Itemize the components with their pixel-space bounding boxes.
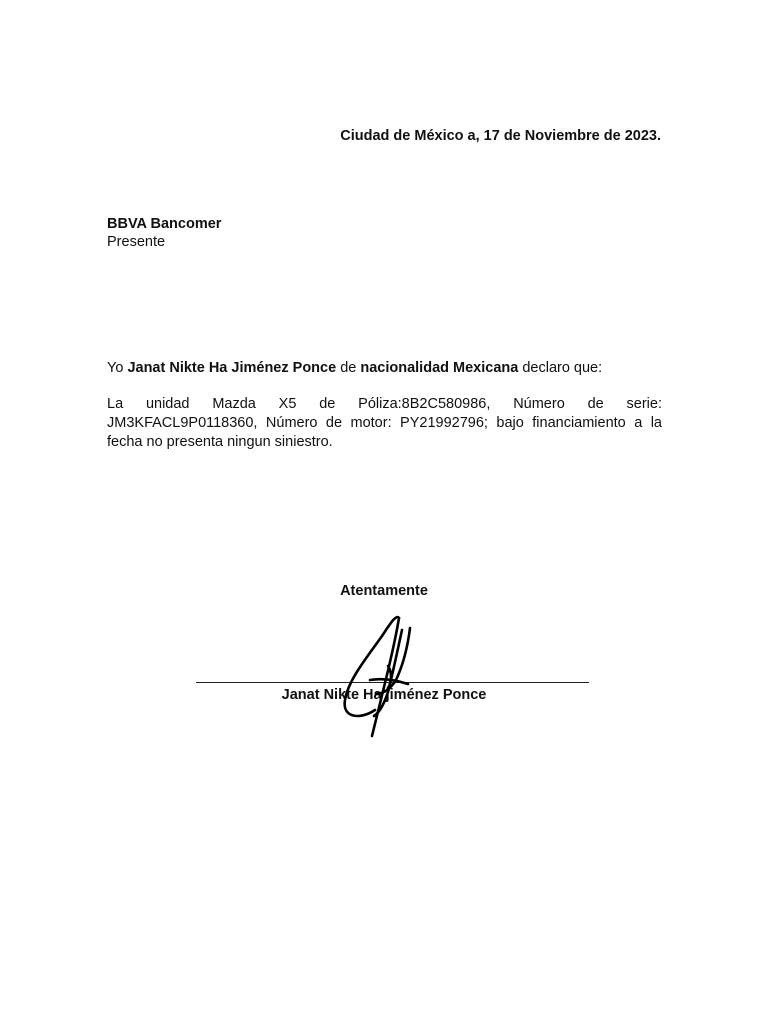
intro-prefix: Yo [107,360,128,376]
declarant-name: Janat Nikte Ha Jiménez Ponce [127,360,337,376]
signer-name: Janat Nikte Ha jiménez Ponce [281,687,487,703]
handwritten-signature [330,608,430,743]
intro-mid: de [336,360,361,376]
declaration-body: La unidad Mazda X5 de Póliza:8B2C580986, Número de serie: JM3KFACL9P0118360, Número de motor: PY21992796; bajo financiamiento a la fecha no presenta ningun siniestro. [107,396,662,450]
recipient-salutation: Presente [107,234,166,250]
recipient-block [107,215,221,251]
recipient-name: BBVA Bancomer [107,216,222,232]
intro-suffix: declaro que: [518,360,603,376]
declaration-intro [107,359,662,378]
date-line: Ciudad de México a, 17 de Noviembre de 2023. [340,128,661,144]
closing-text: Atentamente [340,583,428,599]
declarant-nationality: nacionalidad Mexicana [360,360,519,376]
